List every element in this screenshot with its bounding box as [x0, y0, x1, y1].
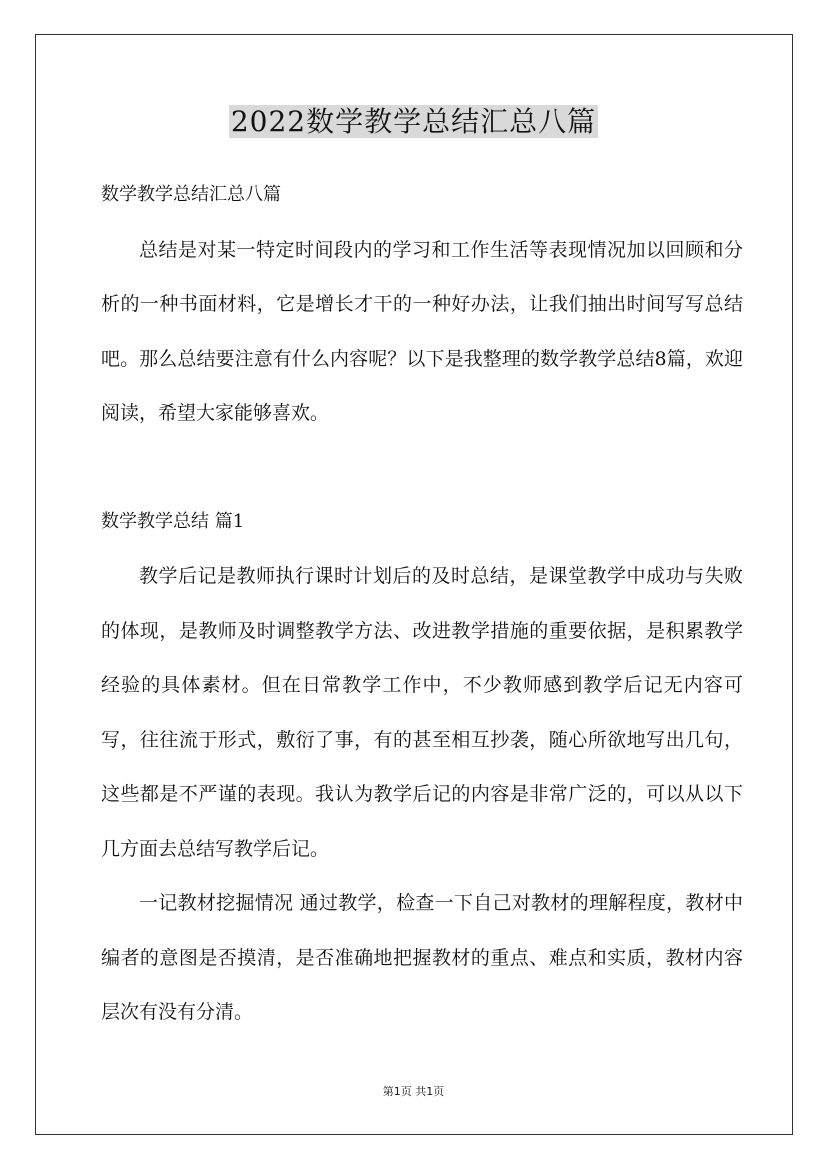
section-paragraph: 教学后记是教师执行课时计划后的及时总结，是课堂教学中成功与失败的体现，是教师及时调整教学方法、改进教学措施的重要依据，是积累教学经验的具体素材。但在日常教学工作中，不少教师感到教学后记无内容可写，往往流于形式，敷衍了事，有的甚至相互抄袭，随心所欲地写出几句，这些都是不严谨的表现。我认为教学后记的内容是非常广泛的，可以从以下几方面去总结写教学后记。 [101, 565, 743, 860]
section-paragraph: 一记教材挖掘情况 通过教学，检查一下自己对教材的理解程度，教材中编者的意图是否摸清，是否准确地把握教材的重点、难点和实质，教材内容层次有没有分清。 [101, 892, 743, 1023]
document-title [0, 100, 827, 144]
intro-paragraph: 总结是对某一特定时间段内的学习和工作生活等表现情况加以回顾和分析的一种书面材料，它是增长才干的一种好办法，让我们抽出时间写写总结吧。那么总结要注意有什么内容呢？以下是我整理的数学教学总结8篇，欢迎阅读，希望大家能够喜欢。 [101, 238, 743, 424]
paragraph-gap [101, 441, 743, 495]
document-subtitle: 数学教学总结汇总八篇 [101, 184, 281, 205]
document-title-text: 2022数学教学总结汇总八篇 [230, 105, 597, 138]
section-heading: 数学教学总结 篇1 [101, 510, 245, 532]
page-footer: 第1页 共1页 [382, 1085, 445, 1098]
document-body [101, 168, 743, 1040]
